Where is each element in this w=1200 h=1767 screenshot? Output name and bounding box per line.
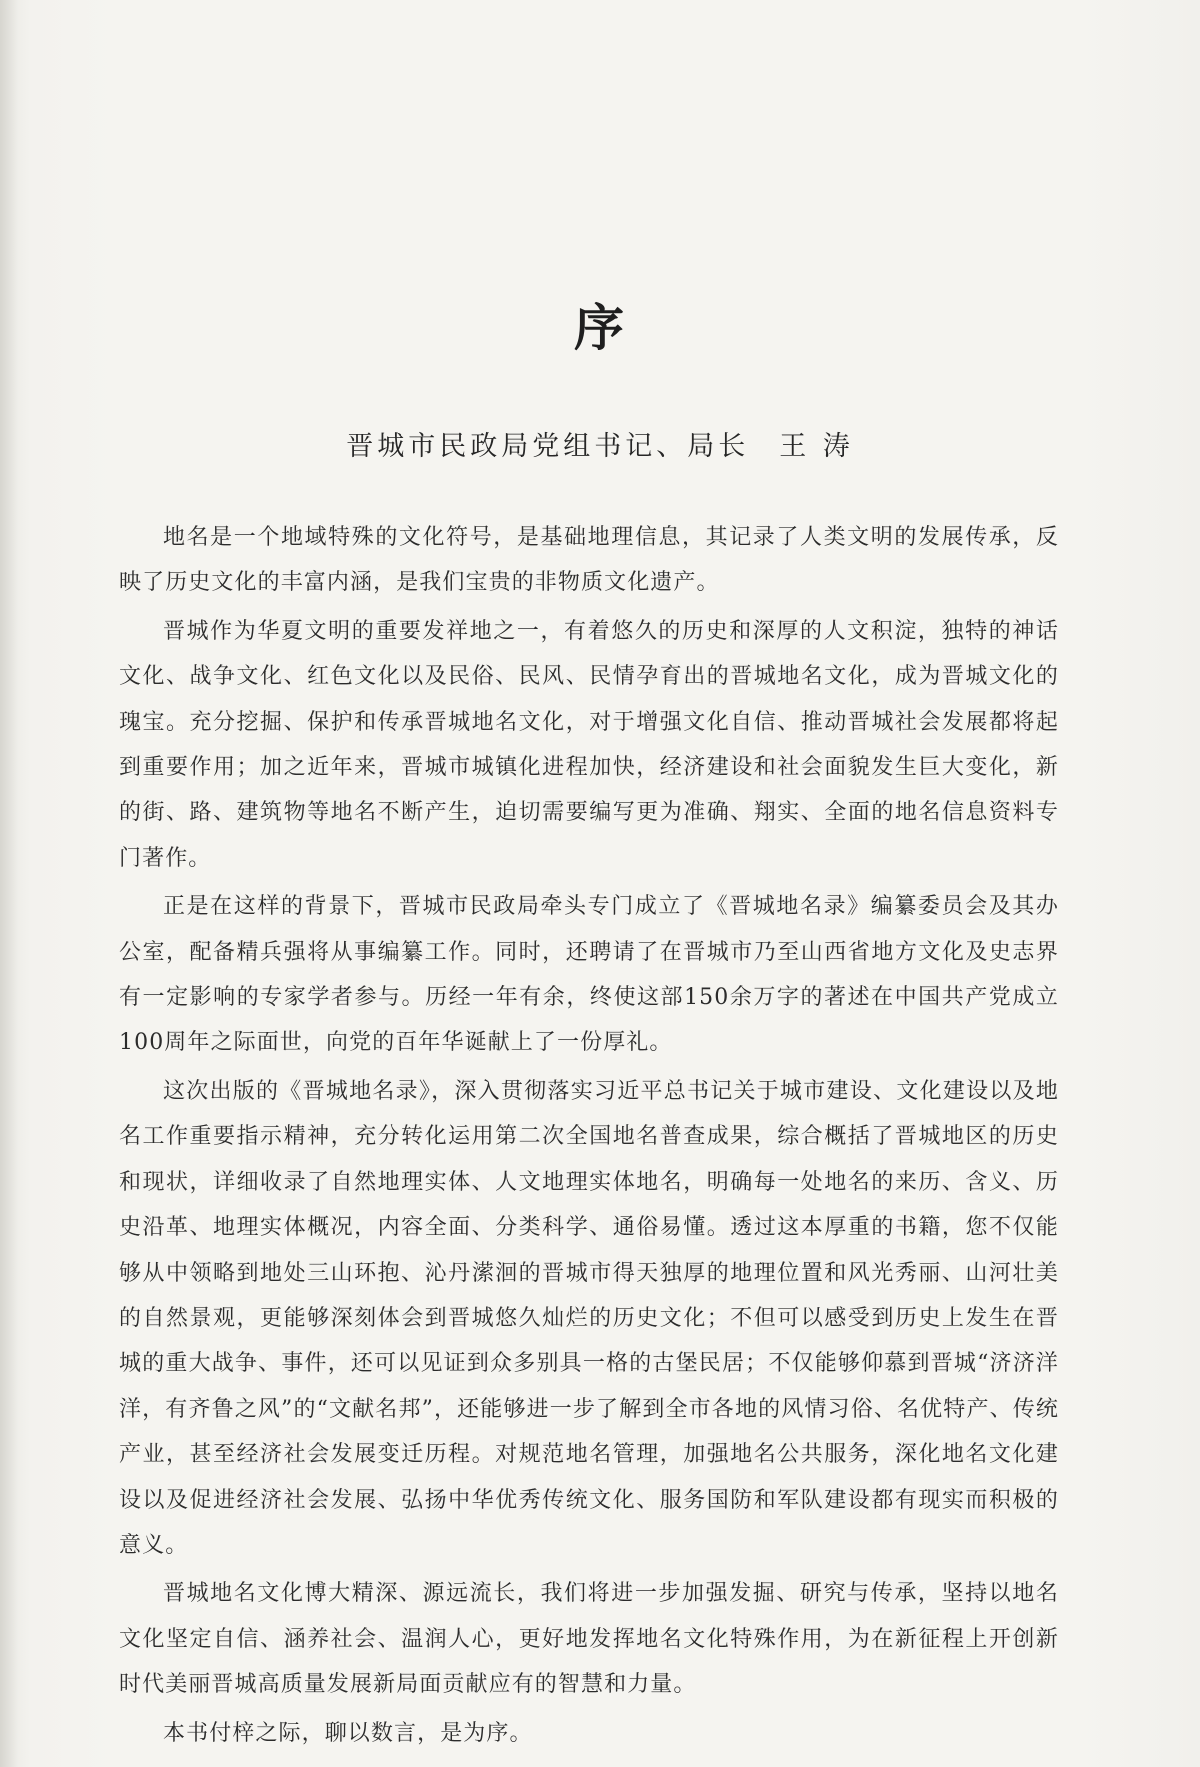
page-title: 序 bbox=[574, 298, 626, 357]
author-name: 王 涛 bbox=[779, 431, 854, 462]
author-line bbox=[0, 424, 1200, 463]
page-edge-shadow bbox=[0, 0, 18, 1767]
paragraph: 这次出版的《晋城地名录》，深入贯彻落实习近平总书记关于城市建设、文化建设以及地名工作重要指示精神，充分转化运用第二次全国地名普查成果，综合概括了晋城地区的历史和现状，详细收录了自然地理实体、人文地理实体地名，明确每一处地名的来历、含义、历史沿革、地理实体概况，内容全面、分类科学、通俗易懂。透过这本厚重的书籍，您不仅能够从中领略到地处三山环抱、沁丹潆洄的晋城市得天独厚的地理位置和风光秀丽、山河壮美的自然景观，更能够深刻体会到晋城悠久灿烂的历史文化；不但可以感受到历史上发生在晋城的重大战争、事件，还可以见证到众多别具一格的古堡民居；不仅能够仰慕到晋城“济济洋洋，有齐鲁之风”的“文献名邦”，还能够进一步了解到全市各地的风情习俗、名优特产、传统产业，甚至经济社会发展变迁历程。对规范地名管理，加强地名公共服务，深化地名文化建设以及促进经济社会发展、弘扬中华优秀传统文化、服务国防和军队建设都有现实而积极的意义。 bbox=[119, 1078, 1059, 1558]
author-position: 晋城市民政局党组书记、局长 bbox=[346, 431, 750, 462]
paragraph: 本书付梓之际，聊以数言，是为序。 bbox=[163, 1720, 533, 1746]
preface-body bbox=[119, 515, 1059, 1756]
paragraph: 晋城作为华夏文明的重要发祥地之一，有着悠久的历史和深厚的人文积淀，独特的神话文化、战争文化、红色文化以及民俗、民风、民情孕育出的晋城地名文化，成为晋城文化的瑰宝。充分挖掘、保护和传承晋城地名文化，对于增强文化自信、推动晋城社会发展都将起到重要作用；加之近年来，晋城市城镇化进程加快，经济建设和社会面貌发生巨大变化，新的街、路、建筑物等地名不断产生，迫切需要编写更为准确、翔实、全面的地名信息资料专门著作。 bbox=[119, 618, 1059, 871]
paragraph: 地名是一个地域特殊的文化符号，是基础地理信息，其记录了人类文明的发展传承，反映了历史文化的丰富内涵，是我们宝贵的非物质文化遗产。 bbox=[119, 525, 1059, 596]
paragraph: 晋城地名文化博大精深、源远流长，我们将进一步加强发掘、研究与传承，坚持以地名文化坚定自信、涵养社会、温润人心，更好地发挥地名文化特殊作用，为在新征程上开创新时代美丽晋城高质量发展新局面贡献应有的智慧和力量。 bbox=[119, 1581, 1059, 1698]
paragraph: 正是在这样的背景下，晋城市民政局牵头专门成立了《晋城地名录》编纂委员会及其办公室，配备精兵强将从事编纂工作。同时，还聘请了在晋城市乃至山西省地方文化及史志界有一定影响的专家学者参与。历经一年有余，终使这部150余万字的著述在中国共产党成立100周年之际面世，向党的百年华诞献上了一份厚礼。 bbox=[119, 894, 1059, 1056]
